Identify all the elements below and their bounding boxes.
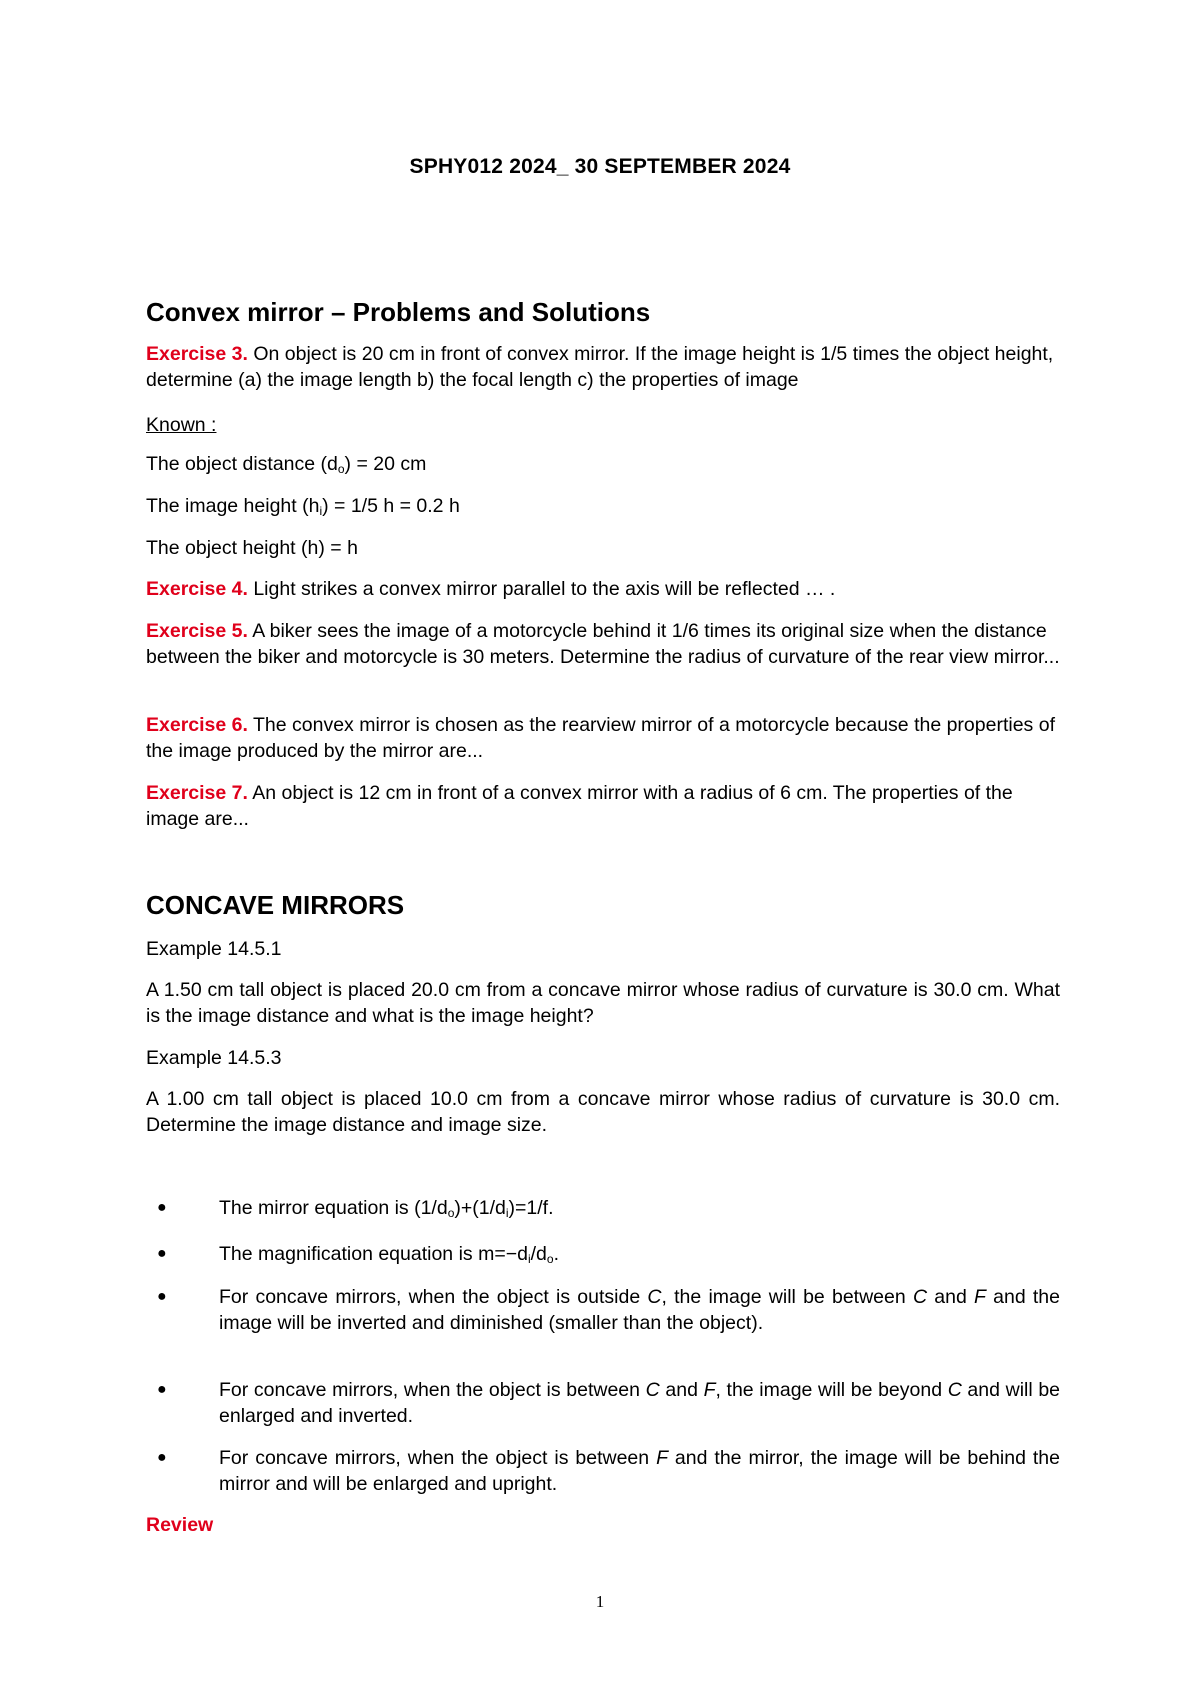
exercise-5-label: Exercise 5. bbox=[146, 620, 248, 642]
bullet-text-italic: C bbox=[947, 1379, 962, 1401]
exercise-6-text: The convex mirror is chosen as the rearview mirror of a motorcycle because the properties of the image produced by the mirror are... bbox=[146, 714, 1055, 762]
exercise-5 bbox=[146, 618, 1060, 670]
review-heading bbox=[146, 1512, 1060, 1538]
known-object-distance bbox=[146, 451, 1060, 477]
example-1-text: A 1.50 cm tall object is placed 20.0 cm from a concave mirror whose radius of curvature is 30.0 cm. What is the image distance and what is the image height? bbox=[146, 979, 1060, 1027]
bullet-text-part: and the image will be inverted and diminished (smaller than the object). bbox=[219, 1286, 1060, 1334]
bullet-text-part: )=1/f. bbox=[508, 1197, 554, 1219]
exercise-4 bbox=[146, 576, 1060, 602]
exercise-6-label: Exercise 6. bbox=[146, 714, 248, 736]
exercise-7-text: An object is 12 cm in front of a convex mirror with a radius of 6 cm. The properties of the image are... bbox=[146, 782, 1013, 830]
bullet-text-sub: i bbox=[505, 1206, 509, 1220]
bullet-dot-icon: ● bbox=[157, 1449, 167, 1466]
example-2-label: Example 14.5.3 bbox=[146, 1047, 282, 1069]
bullet-text-part: /d bbox=[530, 1243, 547, 1265]
known-line2-part: ) = 1/5 h = 0.2 h bbox=[322, 495, 460, 517]
bullet-text-part: and will be enlarged and inverted. bbox=[219, 1379, 1061, 1427]
bullet-text-part: and bbox=[927, 1286, 974, 1308]
exercise-6 bbox=[146, 712, 1060, 764]
bullet-text-italic: F bbox=[656, 1447, 668, 1469]
known-line1-part: The object distance (d bbox=[146, 453, 338, 475]
exercise-3 bbox=[146, 341, 1060, 393]
bullet-text-part: For concave mirrors, when the object is outside bbox=[219, 1286, 648, 1308]
bullet-text bbox=[219, 1241, 1060, 1267]
review-label: Review bbox=[146, 1514, 214, 1536]
bullet-dot-icon: ● bbox=[157, 1381, 167, 1398]
convex-heading: Convex mirror – Problems and Solutions bbox=[146, 297, 651, 327]
exercise-7-label: Exercise 7. bbox=[146, 782, 248, 804]
bullet-dot-icon: ● bbox=[157, 1288, 167, 1305]
bullet-dot-icon: ● bbox=[157, 1245, 167, 1262]
bullet-text-sub: o bbox=[447, 1206, 455, 1220]
known-line2-part: The image height (h bbox=[146, 495, 320, 517]
exercise-5-text: A biker sees the image of a motorcycle behind it 1/6 times its original size when the distance between the biker and motorcycle is 30 meters. Determine the radius of curvature of the rear view mirror... bbox=[146, 620, 1060, 668]
bullet-dot-icon: ● bbox=[157, 1199, 167, 1216]
bullet-text-part: . bbox=[553, 1243, 559, 1265]
bullet-text bbox=[219, 1284, 1060, 1336]
bullet-text bbox=[219, 1377, 1060, 1429]
bullet-text-italic: F bbox=[974, 1286, 986, 1308]
bullet-text-sub: o bbox=[546, 1252, 554, 1266]
exercise-3-text: On object is 20 cm in front of convex mirror. If the image height is 1/5 times the object height, determine (a) the image length b) the focal length c) the properties of image bbox=[146, 343, 1054, 391]
example-2-text: A 1.00 cm tall object is placed 10.0 cm from a concave mirror whose radius of curvature is 30.0 cm. Determine the image distance and image size. bbox=[146, 1088, 1060, 1136]
known-line1-part: ) = 20 cm bbox=[344, 453, 427, 475]
known-image-height bbox=[146, 493, 1060, 519]
bullet-text-part: , the image will be between bbox=[661, 1286, 913, 1308]
bullet-text bbox=[219, 1195, 1060, 1221]
exercise-4-label: Exercise 4. bbox=[146, 578, 248, 600]
bullet-text-part: )+(1/d bbox=[454, 1197, 506, 1219]
bullet-text-italic: C bbox=[647, 1286, 662, 1308]
bullet-text-part: The mirror equation is (1/d bbox=[219, 1197, 448, 1219]
bullet-text-part: For concave mirrors, when the object is between bbox=[219, 1447, 657, 1469]
known-object-height: The object height (h) = h bbox=[146, 537, 358, 559]
example-1-label: Example 14.5.1 bbox=[146, 938, 282, 960]
bullet-text-part: and bbox=[659, 1379, 704, 1401]
bullet-text-part: and the mirror, the image will be behind the mirror and will be enlarged and upright. bbox=[219, 1447, 1060, 1495]
concave-heading: CONCAVE MIRRORS bbox=[146, 890, 405, 920]
bullet-text-part: , the image will be beyond bbox=[715, 1379, 948, 1401]
known-label bbox=[146, 412, 1060, 438]
exercise-7 bbox=[146, 780, 1060, 832]
bullet-text-italic: F bbox=[703, 1379, 716, 1401]
bullet-text bbox=[219, 1445, 1060, 1497]
bullet-text-part: For concave mirrors, when the object is between bbox=[219, 1379, 646, 1401]
known-label-text: Known : bbox=[146, 414, 217, 436]
bullet-text-sub: i bbox=[527, 1252, 531, 1266]
exercise-3-label: Exercise 3. bbox=[146, 343, 248, 365]
document-title: SPHY012 2024_ 30 SEPTEMBER 2024 bbox=[409, 155, 791, 178]
known-line1-sub: o bbox=[337, 462, 345, 476]
exercise-4-text: Light strikes a convex mirror parallel to the axis will be reflected … . bbox=[247, 578, 836, 600]
bullet-text-part: The magnification equation is m=−d bbox=[219, 1243, 528, 1265]
page-number: 1 bbox=[595, 1592, 605, 1611]
bullet-text-italic: C bbox=[645, 1379, 660, 1401]
known-line2-sub: i bbox=[319, 504, 323, 518]
bullet-text-italic: C bbox=[912, 1286, 928, 1308]
